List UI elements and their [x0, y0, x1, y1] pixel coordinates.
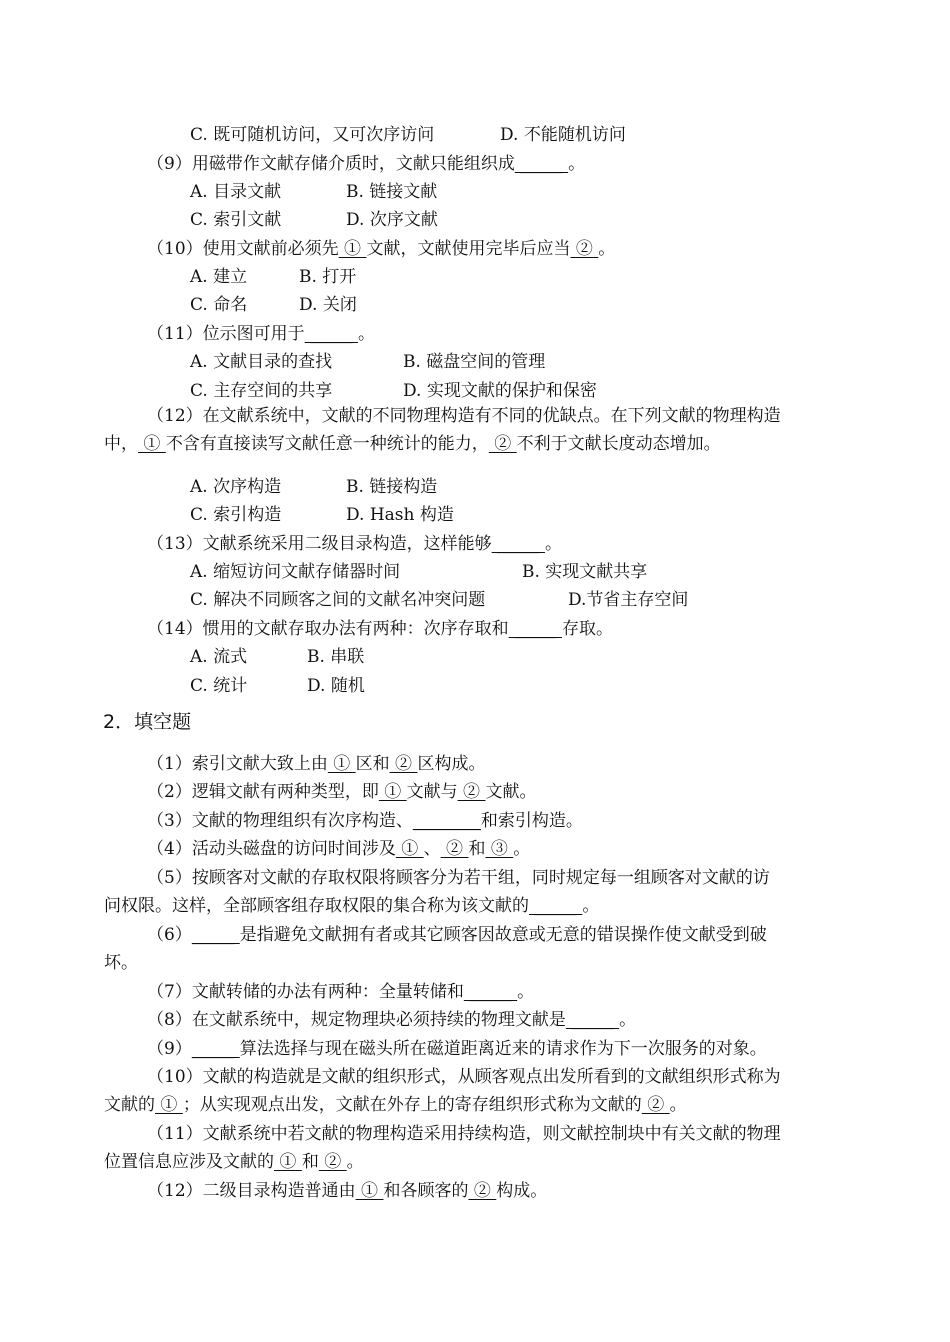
- blank: ③: [485, 839, 514, 859]
- fill-question-2: （2）逻辑文献有两种类型，即 ① 文献与 ② 文献。: [147, 782, 537, 802]
- q9-option-d: D. 次序文献: [346, 210, 438, 230]
- blank: ①: [155, 1095, 183, 1115]
- q8-option-c: C. 既可随机访问，又可次序访问: [190, 125, 435, 145]
- blank: _____: [463, 982, 518, 1002]
- blank: _____: [191, 1039, 240, 1059]
- q8-option-d: D. 不能随机访问: [500, 125, 626, 145]
- q12-option-b: B. 链接构造: [346, 477, 438, 497]
- q11-option-b: B. 磁盘空间的管理: [403, 352, 546, 372]
- fill-question-5-line-1: （5）按顾客对文献的存取权限将顾客分为若干组，同时规定每一组顾客对文献的访: [147, 868, 770, 888]
- fill-question-5-line-2: 问权限。这样，全部顾客组存取权限的集合称为该文献的 _____ 。: [104, 896, 600, 916]
- q14-option-b: B. 串联: [307, 647, 365, 667]
- q10-option-c: C. 命名: [190, 295, 248, 315]
- blank: ①: [378, 782, 407, 802]
- q13-option-d: D.节省主存空间: [568, 590, 689, 610]
- section-heading: 2．填空题: [103, 711, 192, 733]
- question-9: （9）用磁带作文献存储介质时，文献只能组织成 _____ 。: [147, 154, 586, 174]
- blank: ②: [570, 239, 599, 259]
- q9-option-c: C. 索引文献: [190, 210, 282, 230]
- blank: _____: [529, 896, 583, 916]
- blank: _____: [304, 324, 358, 344]
- q13-option-c: C. 解决不同顾客之间的文献名冲突问题: [190, 590, 486, 610]
- blank: ①: [338, 239, 367, 259]
- q13-option-b: B. 实现文献共享: [522, 562, 648, 582]
- fill-question-10-line-1: （10）文献的构造就是文献的组织形式，从顾客观点出发所看到的文献组织形式称为: [147, 1067, 781, 1087]
- blank: _____: [191, 925, 240, 945]
- fill-question-7: （7）文献转储的办法有两种：全量转储和 _____ 。: [147, 982, 535, 1002]
- question-13: （13）文献系统采用二级目录构造，这样能够 _____ 。: [147, 534, 562, 554]
- question-10: （10）使用文献前必须先 ① 文献，文献使用完毕后应当 ② 。: [147, 239, 616, 259]
- q14-option-a: A. 流式: [190, 647, 248, 667]
- blank: ________: [412, 811, 481, 831]
- q14-option-c: C. 统计: [190, 676, 248, 696]
- fill-question-6-line-1: （6）_____ 是指避免文献拥有者或其它顾客因故意或无意的错误操作使文献受到破: [147, 925, 767, 945]
- question-14: （14）惯用的文献存取办法有两种：次序存取和 _____ 存取。: [147, 619, 613, 639]
- q12-option-a: A. 次序构造: [190, 477, 282, 497]
- blank: ②: [468, 1181, 497, 1201]
- fill-question-1: （1）索引文献大致上由 ① 区和 ② 区构成。: [147, 754, 486, 774]
- blank: ①: [138, 434, 166, 454]
- q11-option-c: C. 主存空间的共享: [190, 381, 333, 401]
- q11-option-a: A. 文献目录的查找: [190, 352, 333, 372]
- q10-option-a: A. 建立: [190, 267, 248, 287]
- q10-option-d: D. 关闭: [299, 295, 357, 315]
- q9-option-a: A. 目录文献: [190, 182, 282, 202]
- blank: ②: [457, 782, 486, 802]
- blank: ②: [440, 839, 469, 859]
- fill-question-4: （4）活动头磁盘的访问时间涉及 ① 、 ② 和 ③ 。: [147, 839, 531, 859]
- blank: _____: [491, 534, 545, 554]
- fill-question-3: （3）文献的物理组织有次序构造、________和索引构造。: [147, 811, 583, 831]
- q10-option-b: B. 打开: [299, 267, 357, 287]
- blank: _____: [508, 619, 562, 639]
- blank: ②: [389, 754, 418, 774]
- q12-option-c: C. 索引构造: [190, 505, 282, 525]
- blank: _____: [514, 154, 569, 174]
- q14-option-d: D. 随机: [307, 676, 365, 696]
- question-12-line-1: （12）在文献系统中，文献的不同物理构造有不同的优缺点。在下列文献的物理构造: [147, 406, 781, 426]
- fill-question-11-line-2: 位置信息应涉及文献的 ① 和 ② 。: [104, 1152, 364, 1172]
- blank: ②: [318, 1152, 347, 1172]
- fill-question-6-line-2: 坏。: [104, 953, 138, 973]
- blank: ②: [488, 434, 517, 454]
- fill-question-8: （8）在文献系统中，规定物理块必须持续的物理文献是 _____ 。: [147, 1010, 637, 1030]
- fill-question-9: （9）_____ 算法选择与现在磁头所在磁道距离近来的请求作为下一次服务的对象。: [147, 1039, 767, 1059]
- fill-question-11-line-1: （11）文献系统中若文献的物理构造采用持续构造，则文献控制块中有关文献的物理: [147, 1124, 781, 1144]
- blank: _____: [565, 1010, 620, 1030]
- q12-option-d: D. Hash 构造: [346, 505, 454, 525]
- blank: ②: [641, 1095, 670, 1115]
- q9-option-b: B. 链接文献: [346, 182, 438, 202]
- question-11: （11）位示图可用于 _____ 。: [147, 324, 375, 344]
- blank: ①: [274, 1152, 302, 1172]
- fill-question-10-line-2: 文献的 ① ；从实现观点出发，文献在外存上的寄存组织形式称为文献的 ② 。: [104, 1095, 687, 1115]
- blank: ①: [327, 754, 356, 774]
- blank: ①: [395, 839, 424, 859]
- blank: ①: [355, 1181, 384, 1201]
- q13-option-a: A. 缩短访问文献存储器时间: [190, 562, 401, 582]
- q11-option-d: D. 实现文献的保护和保密: [403, 381, 597, 401]
- question-12-line-2: 中， ① 不含有直接读写文献任意一种统计的能力， ② 不利于文献长度动态增加。: [104, 434, 721, 454]
- fill-question-12: （12）二级目录构造普通由 ① 和各顾客的 ② 构成。: [147, 1181, 548, 1201]
